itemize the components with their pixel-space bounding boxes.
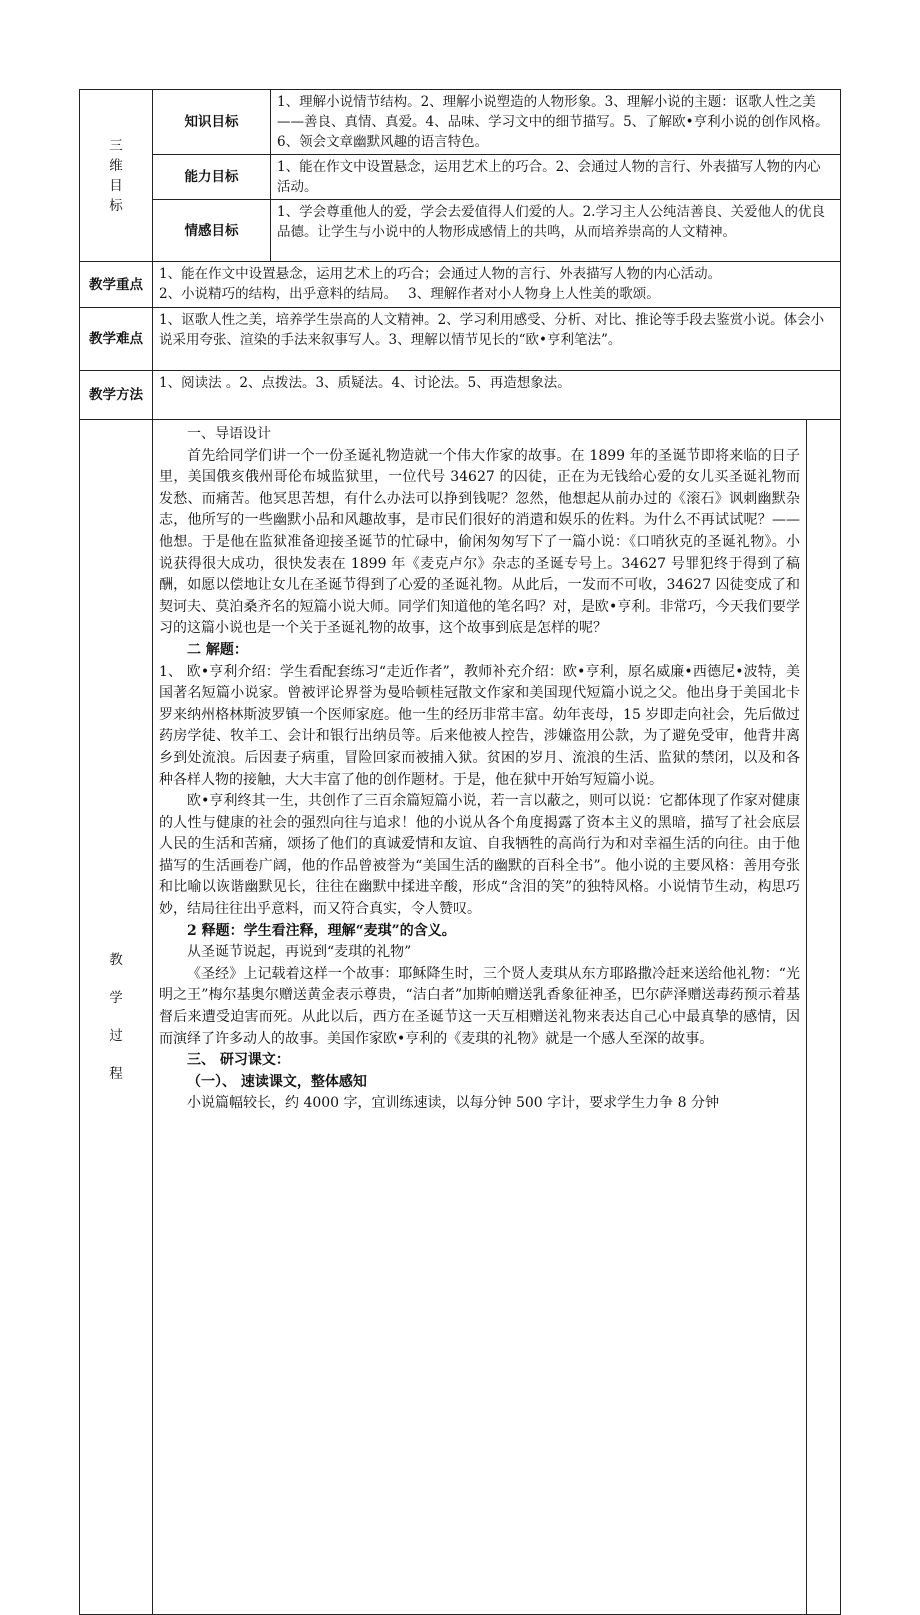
section2-heading: 二 解题： bbox=[187, 641, 248, 658]
subsection1-heading: （一）、 速读课文，整体感知 bbox=[187, 1073, 367, 1090]
ability-goal-text: 1、能在作文中设置悬念，运用艺术上的巧合。2、会通过人物的言行、外表描写人物的内心活动。 bbox=[271, 155, 841, 200]
methods-label: 教学方法 bbox=[80, 371, 153, 420]
process-section-label bbox=[80, 420, 153, 1615]
goals-label-char: 标 bbox=[109, 197, 123, 214]
process-row bbox=[80, 420, 841, 1615]
title-explanation-subheading: 从圣诞节说起，再说到“麦琪的礼物” bbox=[187, 944, 412, 961]
emotion-goal-text: 1、学会尊重他人的爱，学会去爱值得人们爱的人。2.学习主人公纯洁善良、关爱他人的优良品德。让学生与小说中的人物形成感情上的共鸣，从而培养崇高的人文精神。 bbox=[271, 200, 841, 262]
process-label-char: 学 bbox=[109, 990, 123, 1006]
author-style-paragraph: 欧•亨利终其一生，共创作了三百余篇短篇小说，若一言以蔽之，则可以说：它都体现了作家对健康的人性与健康的社会的强烈向往与追求！他的小说从各个角度揭露了资本主义的黑暗，描写了社会底层人民的生活和苦痛，颂扬了他们的真诚爱情和友谊、自我牺牲的高尚行为和对幸福生活的向往。由于他描写的生活画卷广阔，他的作品曾被誉为“美国生活的幽默的百科全书”。他小说的主要风格：善用夸张和比喻以诙谐幽默见长，往往在幽默中揉进辛酸，形成“含泪的笑”的独特风格。小说情节生动，构思巧妙，结局往往出乎意料，而又符合真实，令人赞叹。 bbox=[159, 793, 800, 918]
process-side-column bbox=[807, 420, 841, 1615]
speed-reading-paragraph: 小说篇幅较长，约 4000 字，宜训练速读，以每分钟 500 字计，要求学生力争 8 分钟 bbox=[187, 1095, 719, 1112]
key-points-content bbox=[153, 262, 841, 308]
difficulties-row bbox=[80, 308, 841, 371]
knowledge-goal-label: 知识目标 bbox=[153, 90, 271, 155]
goal-row-emotion bbox=[80, 200, 841, 262]
goal-row-ability bbox=[80, 155, 841, 200]
author-intro-paragraph: 1、 欧•亨利介绍：学生看配套练习“走近作者”，教师补充介绍：欧•亨利，原名威廉•西德尼•波特，美国著名短篇小说家。曾被评论界誉为曼哈顿桂冠散文作家和美国现代短篇小说之父。他出身于美国北卡罗来纳州格林斯波罗镇一个医师家庭。他一生的经历非常丰富。幼年丧母，15 岁即走向社会，先后做过药房学徒、牧羊工、会计和银行出纳员等。后来他被人控告，涉嫌盗用公款，为了避免受审，他背井离乡到处流浪。后因妻子病重，冒险回家而被捕入狱。贫困的岁月、流浪的生活、监狱的禁闭，以及和各种各样人物的接触，大大丰富了他的创作题材。于是，他在狱中开始写短篇小说。 bbox=[159, 663, 800, 788]
difficulties-label: 教学难点 bbox=[80, 308, 153, 371]
goals-label-char: 目 bbox=[109, 177, 123, 194]
key-point-line-1: 1、能在作文中设置悬念，运用艺术上的巧合；会通过人物的言行、外表描写人物的内心活动。 bbox=[159, 266, 722, 282]
difficulties-text: 1、讴歌人性之美，培养学生崇高的人文精神。2、学习利用感受、分析、对比、推论等手段去鉴赏小说。体会小说采用夸张、渲染的手法来叙事写人。3、理解以情节见长的“欧•亨利笔法”。 bbox=[153, 308, 841, 371]
goals-section-label bbox=[80, 90, 153, 262]
goals-label-char: 维 bbox=[109, 157, 123, 174]
knowledge-goal-text: 1、理解小说情节结构。2、理解小说塑造的人物形象。3、理解小说的主题：讴歌人性之美——善良、真情、真爱。4、品味、学习文中的细节描写。5、了解欧•亨利小说的创作风格。6、领会文章幽默风趣的语言特色。 bbox=[271, 90, 841, 155]
key-points-label: 教学重点 bbox=[80, 262, 153, 308]
goals-label-char: 三 bbox=[109, 137, 123, 154]
goal-row-knowledge bbox=[80, 90, 841, 155]
intro-heading: 一、导语设计 bbox=[187, 426, 271, 442]
process-content bbox=[153, 420, 807, 1615]
title-explanation-paragraph: 《圣经》上记载着这样一个故事：耶稣降生时，三个贤人麦琪从东方耶路撒冷赶来送给他礼物：“光明之王”梅尔基奥尔赠送黄金表示尊贵，“洁白者”加斯帕赠送乳香象征神圣，巴尔萨泽赠送毒药预示着基督后来遭受迫害而死。从此以后，西方在圣诞节这一天互相赠送礼物来表达自己心中最真挚的感情，因而演绎了许多动人的故事。美国作家欧•亨利的《麦琪的礼物》就是一个感人至深的故事。 bbox=[159, 965, 800, 1047]
section3-heading: 三、 研习课文： bbox=[187, 1052, 290, 1069]
key-point-line-2: 2、小说精巧的结构，出乎意料的结局。 3、理解作者对小人物身上人性美的歌颂。 bbox=[159, 286, 660, 302]
process-label-char: 过 bbox=[109, 1028, 123, 1044]
process-label-char: 教 bbox=[109, 952, 123, 968]
methods-row bbox=[80, 371, 841, 420]
lesson-plan-table bbox=[79, 89, 841, 1615]
methods-text: 1、阅读法 。2、点拨法。3、质疑法。4、讨论法。5、再造想象法。 bbox=[153, 371, 841, 420]
ability-goal-label: 能力目标 bbox=[153, 155, 271, 200]
title-explanation-heading: 2 释题：学生看注释，理解“麦琪”的含义。 bbox=[187, 922, 456, 939]
key-points-row bbox=[80, 262, 841, 308]
emotion-goal-label: 情感目标 bbox=[153, 200, 271, 262]
intro-paragraph: 首先给同学们讲一个一份圣诞礼物造就一个伟大作家的故事。在 1899 年的圣诞节即将来临的日子里，美国俄亥俄州哥伦布城监狱里，一位代号 34627 的囚徒，正在为无钱给心爱的女儿买圣诞礼物而发愁、而痛苦。他冥思苦想，有什么办法可以挣到钱呢？忽然，他想起从前办过的《滚石》讽刺幽默杂志，他所写的一些幽默小品和风趣故事，是市民们很好的消遣和娱乐的佐料。为什么不再试试呢？——他想。于是他在监狱准备迎接圣诞节的忙碌中，偷闲匆匆写下了一篇小说：《口哨狄克的圣诞礼物》。小说获得很大成功，很快发表在 1899 年《麦克卢尔》杂志的圣诞专号上。34627 号罪犯终于得到了稿酬，如愿以偿地让女儿在圣诞节得到了心爱的圣诞礼物。从此后，一发而不可收，34627 囚徒变成了和契诃夫、莫泊桑齐名的短篇小说大师。同学们知道他的笔名吗？对，是欧•亨利。非常巧，今天我们要学习的这篇小说也是一个关于圣诞礼物的故事，这个故事到底是怎样的呢？ bbox=[159, 447, 800, 637]
process-label-char: 程 bbox=[109, 1066, 123, 1082]
